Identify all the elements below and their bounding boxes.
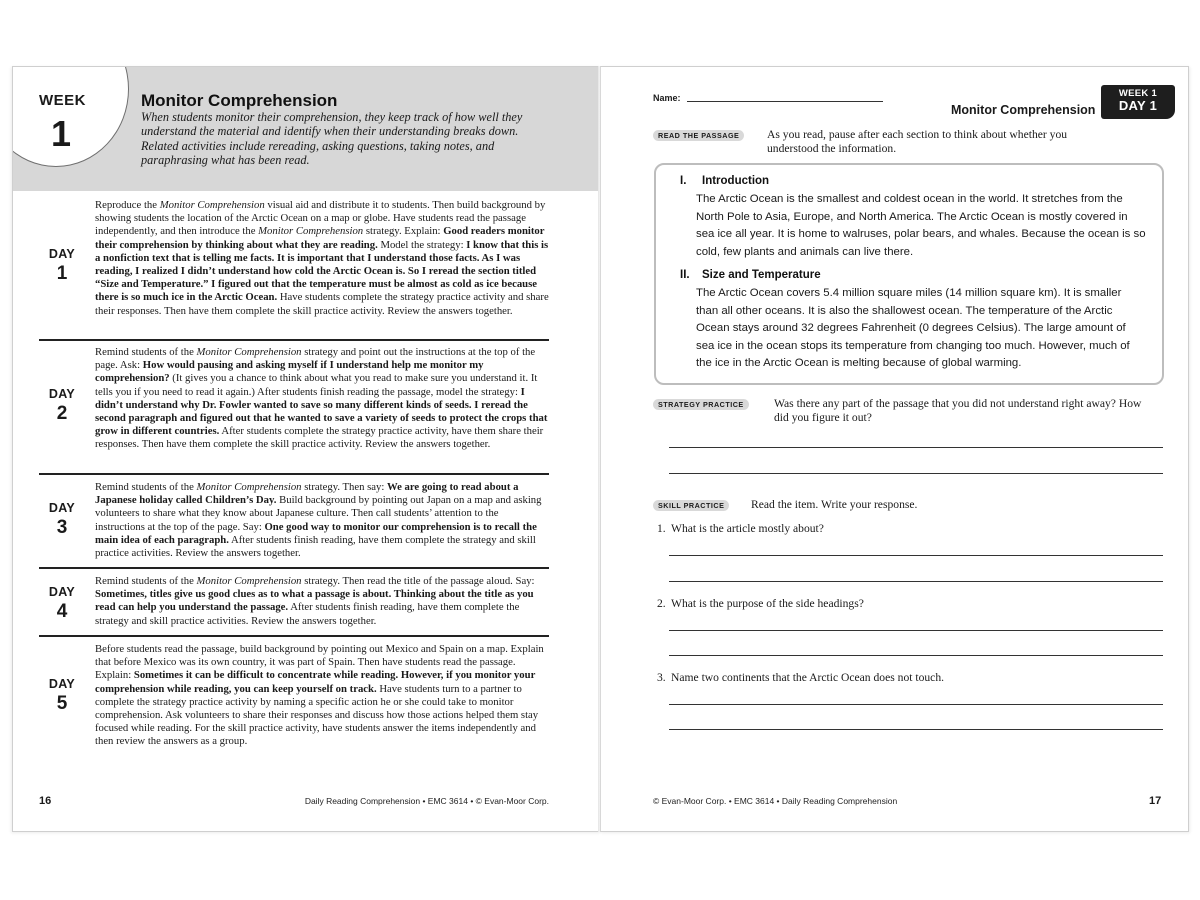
- strategy-practice-pill: STRATEGY PRACTICE: [653, 399, 749, 410]
- passage-box: [654, 163, 1164, 385]
- answer-line[interactable]: [669, 473, 1163, 474]
- section-numeral: I.: [680, 175, 687, 187]
- badge-week: WEEK 1: [1118, 88, 1158, 99]
- text-run: strategy. Then say:: [301, 481, 388, 493]
- text-run: Build background by pointing out Japan on a map and asking volunteers to share what they know about Japanese culture. Then call students’ attention to the instructions at the top of the page. Say:: [95, 494, 542, 533]
- answer-line[interactable]: [669, 729, 1163, 730]
- day-label: [37, 501, 87, 539]
- text-run: Sometimes it can be difficult to concentrate while reading. However, if you monitor your comprehension while reading, you can keep yourself on track.: [95, 669, 536, 695]
- question-3: [657, 671, 944, 684]
- day-number: 3: [56, 517, 68, 538]
- section-numeral: II.: [680, 269, 690, 281]
- answer-line[interactable]: [669, 581, 1163, 582]
- day-word: DAY: [48, 247, 76, 261]
- week-day-badge: [1101, 85, 1175, 119]
- day-instructions: [95, 199, 551, 318]
- answer-line[interactable]: [669, 655, 1163, 656]
- text-run: Sometimes, titles give us good clues as to what a passage is about. Thinking about the title as you read can help you understand the passage.: [95, 588, 534, 614]
- day-divider: [39, 635, 549, 637]
- read-passage-pill: READ THE PASSAGE: [653, 130, 744, 141]
- badge-day: DAY 1: [1118, 98, 1158, 113]
- text-run: After students complete the strategy practice activity, have them share their responses. Then have them complete the skill practice activity. Review the answers together.: [95, 425, 544, 451]
- answer-line[interactable]: [669, 447, 1163, 448]
- day-label: [37, 677, 87, 715]
- text-run: Have students complete the strategy practice activity and share their responses. Then have them complete the skill practice activity. Review the answers together.: [95, 291, 549, 317]
- text-run: Monitor Comprehension: [258, 225, 364, 238]
- text-run: strategy. Then read the title of the passage aloud. Say:: [301, 575, 535, 587]
- section-title: Introduction: [702, 175, 770, 187]
- day-word: DAY: [48, 585, 76, 599]
- section-title: Size and Temperature: [702, 269, 821, 281]
- week-label: WEEK: [39, 92, 86, 109]
- text-run: I didn’t understand why Dr. Fowler wanted to save so many different kinds of seeds. I reread the second paragraph and figured out that he wanted to save a variety of seeds to protect the crops that grow in different countries.: [95, 385, 548, 438]
- name-line: [687, 101, 883, 102]
- page-footer: Daily Reading Comprehension • EMC 3614 • © Evan-Moor Corp.: [304, 796, 549, 806]
- text-run: Monitor Comprehension: [196, 346, 302, 358]
- text-run: Before students read the passage, build background by pointing out Mexico and Spain on a map. Explain that before Mexico was its own country, it was part of Spain. Then have students read the passage. Explain:: [95, 643, 544, 682]
- day-word: DAY: [48, 677, 76, 691]
- answer-line[interactable]: [669, 704, 1163, 705]
- day-word: DAY: [48, 387, 76, 401]
- section-heading: [680, 269, 821, 281]
- question-1: [657, 522, 824, 535]
- lesson-header: [13, 67, 601, 191]
- text-run: One good way to monitor our comprehension is to recall the main idea of each paragraph.: [95, 520, 537, 546]
- section-body: The Arctic Ocean is the smallest and coldest ocean in the world. It stretches from the North Pole to Asia, Europe, and North America. The Arctic Ocean is mostly covered in sea ice all year. It is home to walruses, polar bears, and whales. Because the ocean is so cold, few plants and animals can live there.: [696, 193, 1146, 258]
- text-run: strategy and point out the instructions at the top of the page. Ask:: [95, 346, 536, 372]
- skill-instruction: Read the item. Write your response.: [751, 498, 918, 511]
- day-instructions: [95, 643, 551, 749]
- skill-practice-pill: SKILL PRACTICE: [653, 500, 729, 511]
- text-run: After students finish reading, have them complete the strategy and skill practice activities. Review the answers together.: [95, 601, 520, 627]
- day-number: 5: [56, 693, 68, 714]
- text-run: Model the strategy:: [377, 238, 467, 251]
- day-number: 1: [56, 263, 68, 284]
- day-divider: [39, 473, 549, 475]
- right-page: [600, 66, 1189, 832]
- text-run: (It gives you a chance to think about what you read to make sure you understand it. It tells you if you need to read it again.) After students finish reading the passage, model the strategy:: [95, 372, 538, 398]
- lesson-title: Monitor Comprehension: [141, 91, 338, 110]
- strategy-question: Was there any part of the passage that you did not understand right away? How did you figure it out?: [774, 397, 1142, 425]
- page-number: 16: [39, 795, 52, 807]
- question-text: Name two continents that the Arctic Ocean does not touch.: [671, 671, 945, 684]
- text-run: visual aid and distribute it to students. Then build background by showing students the location of the Arctic Ocean on a map or globe. Have students read the passage independently, and then introduce the: [95, 199, 546, 238]
- page-number: 17: [1149, 795, 1162, 807]
- day-instructions: [95, 575, 551, 628]
- question-number: 1.: [657, 522, 666, 535]
- text-run: Remind students of the: [95, 481, 197, 493]
- question-number: 2.: [657, 597, 666, 610]
- text-run: I know that this is a nonfiction text that is telling me facts. It is important that I understand those facts. As I was reading, I realized I didn’t understand how cold the Arctic Ocean is. So I reread the section titled “Size and Temperature.” I figured out that the temperature must be almost as cold as ice because there is so much ice in the Arctic Ocean.: [95, 238, 549, 304]
- question-number: 3.: [657, 671, 666, 684]
- day-word: DAY: [48, 501, 76, 515]
- worksheet-title: Monitor Comprehension: [951, 103, 1096, 117]
- lesson-intro: When students monitor their comprehension, they keep track of how well they understand the material and identify when their understanding breaks down. Related activities include rereading, asking questions, taking notes, and paraphrasing what has been read.: [141, 110, 523, 168]
- text-run: Have students turn to a partner to complete the strategy practice activity by naming a specific action he or she could take to monitor comprehension. Ask volunteers to share their responses and discuss how those actions helped them stay focused while reading. For the skill practice activity, have students answer the items independently and then review the answers as a group.: [95, 682, 539, 748]
- left-page: [12, 66, 601, 832]
- text-run: Good readers monitor their comprehension by thinking about what they are reading.: [95, 225, 545, 251]
- text-run: Monitor Comprehension: [159, 199, 265, 211]
- text-run: Monitor Comprehension: [196, 575, 302, 587]
- answer-line[interactable]: [669, 630, 1163, 631]
- page-footer: © Evan-Moor Corp. • EMC 3614 • Daily Reading Comprehension: [653, 796, 898, 806]
- week-number: 1: [50, 113, 72, 154]
- day-instructions: [95, 346, 551, 452]
- text-run: Monitor Comprehension: [196, 481, 302, 493]
- text-run: Remind students of the: [95, 346, 197, 358]
- text-run: Reproduce the: [95, 199, 160, 211]
- day-label: [37, 387, 87, 425]
- name-label: Name:: [653, 93, 681, 103]
- text-run: Remind students of the: [95, 575, 197, 587]
- day-instructions: [95, 481, 551, 560]
- question-text: What is the article mostly about?: [671, 522, 824, 535]
- day-label: [37, 585, 87, 623]
- question-2: [657, 597, 864, 610]
- text-run: How would pausing and asking myself if I understand help me monitor my comprehension?: [95, 359, 484, 385]
- day-divider: [39, 339, 549, 341]
- text-run: After students finish reading, have them complete the strategy and skill practice activities. Review the answers together.: [95, 533, 536, 560]
- answer-line[interactable]: [669, 555, 1163, 556]
- day-label: [37, 247, 87, 285]
- day-number: 4: [56, 601, 68, 622]
- section-heading: [680, 175, 769, 187]
- day-number: 2: [56, 403, 68, 424]
- question-text: What is the purpose of the side headings?: [671, 597, 864, 610]
- section-body: The Arctic Ocean covers 5.4 million square miles (14 million square km). It is smaller than all other oceans. It is also the shallowest ocean. The temperature of the Arctic Ocean stays around 32 degrees Fahrenheit (0 degrees Celsius). The large amount of sea ice in the ocean stops its temperature from changing too much. However, much of the ice in the Arctic Ocean is melting because of global warming.: [696, 287, 1130, 370]
- text-run: We are going to read about a Japanese holiday called Children’s Day.: [95, 481, 519, 507]
- day-divider: [39, 567, 549, 569]
- read-instruction: As you read, pause after each section to think about whether you understood the information.: [767, 128, 1068, 156]
- text-run: strategy. Explain:: [363, 225, 444, 238]
